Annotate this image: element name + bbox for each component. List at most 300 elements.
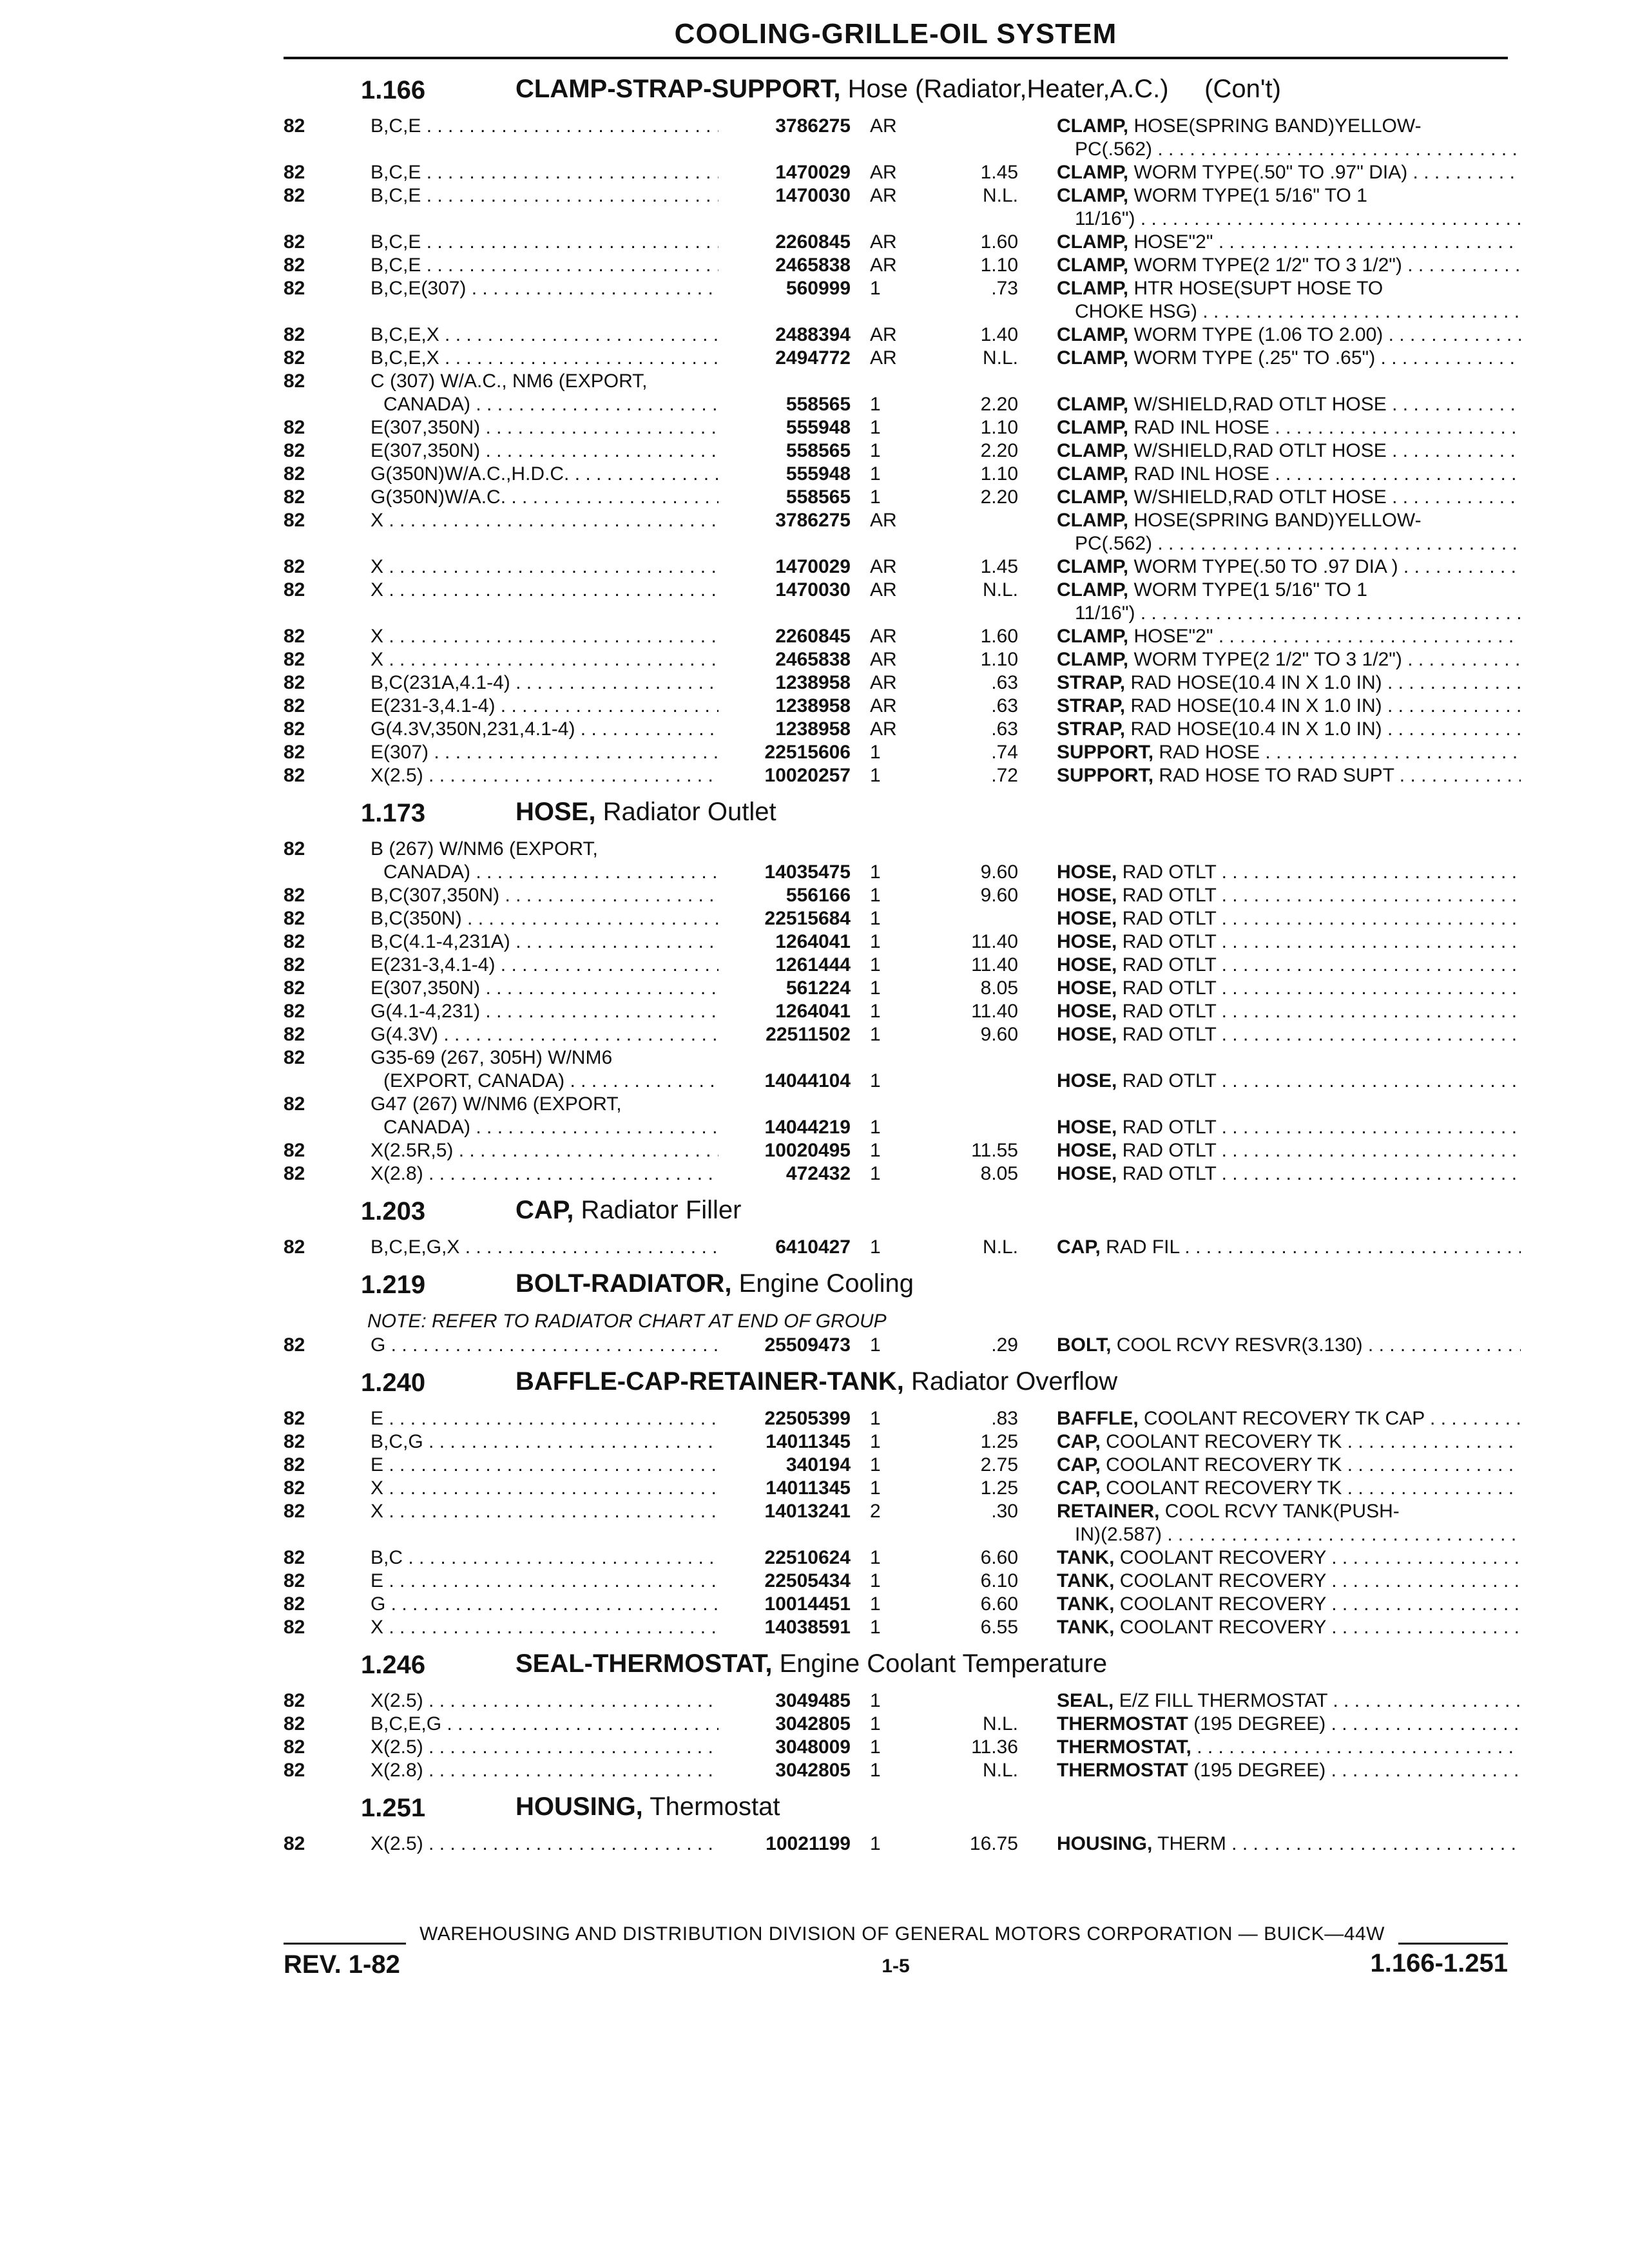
part-row: [0, 741, 1629, 764]
price: 1.60: [980, 231, 1018, 253]
description: [1057, 1500, 1521, 1546]
quantity: 1: [870, 1593, 881, 1615]
description-line: [1057, 718, 1521, 741]
page-header: [284, 18, 1508, 57]
application-line: X(2.8) . . .: [371, 1759, 718, 1782]
application: [371, 884, 718, 907]
model-year: 82: [284, 695, 305, 716]
part-number: 1470029: [775, 556, 851, 577]
part-number: 14035475: [764, 861, 851, 883]
section-title-bold: HOUSING,: [516, 1792, 643, 1821]
application: [371, 115, 718, 138]
price: .63: [991, 718, 1018, 740]
quantity: AR: [870, 185, 897, 206]
description-line: 11/16") . . .: [1057, 602, 1521, 625]
part-number: 1261444: [775, 954, 851, 975]
application: [371, 1713, 718, 1736]
application: [371, 977, 718, 1000]
model-year: 82: [284, 417, 305, 438]
part-number: 14013241: [764, 1501, 851, 1522]
parts-catalog: [0, 64, 1629, 1856]
model-year: 82: [284, 1833, 305, 1854]
application-line: X(2.8) . . .: [371, 1162, 718, 1186]
description: [1057, 764, 1521, 787]
quantity: AR: [870, 626, 897, 647]
section-number: 1.219: [361, 1271, 426, 1299]
price: 6.60: [980, 1593, 1018, 1615]
price: .63: [991, 672, 1018, 693]
part-row: [0, 1616, 1629, 1639]
model-year: 82: [284, 1001, 305, 1022]
application: [371, 1236, 718, 1259]
price: 1.45: [980, 162, 1018, 183]
part-row: [0, 254, 1629, 277]
application-line: E(307) . . .: [371, 741, 718, 764]
application-line: E(307,350N) . . .: [371, 416, 718, 439]
description-bold: CLAMP,: [1057, 162, 1129, 183]
part-row: [0, 1000, 1629, 1023]
description-text: WORM TYPE(.50 TO .97 DIA ): [1133, 556, 1398, 577]
description-line: [1057, 977, 1521, 1000]
description: [1057, 718, 1521, 741]
price: .83: [991, 1408, 1018, 1429]
quantity: 1: [870, 394, 881, 415]
part-number: 2465838: [775, 255, 851, 276]
model-year: 82: [284, 231, 305, 253]
quantity: 1: [870, 908, 881, 929]
part-number: 3042805: [775, 1760, 851, 1781]
model-year: 82: [284, 649, 305, 670]
part-row: [0, 838, 1629, 884]
description-text: WORM TYPE(.50" TO .97" DIA): [1133, 162, 1408, 183]
model-year: 82: [284, 1454, 305, 1475]
part-row: [0, 509, 1629, 555]
quantity: 1: [870, 765, 881, 786]
application: [371, 1500, 718, 1523]
quantity: 1: [870, 1477, 881, 1499]
description-line: [1057, 861, 1521, 884]
section-title: [516, 1792, 780, 1821]
description-text: COOLANT RECOVERY: [1119, 1547, 1326, 1568]
price: 1.45: [980, 556, 1018, 577]
description: [1057, 1139, 1521, 1162]
part-number: 3048009: [775, 1736, 851, 1758]
description: [1057, 254, 1521, 277]
description-bold: SEAL,: [1057, 1690, 1114, 1711]
description: [1057, 671, 1521, 695]
part-row: [0, 1689, 1629, 1713]
description-bold: SUPPORT,: [1057, 742, 1154, 763]
application: [371, 625, 718, 648]
price: 1.10: [980, 255, 1018, 276]
description-line: [1057, 907, 1521, 930]
application-line: E(307,350N) . . .: [371, 439, 718, 463]
part-row: [0, 347, 1629, 370]
part-number: 14044219: [764, 1117, 851, 1138]
description-bold: STRAP,: [1057, 695, 1126, 716]
description-bold: THERMOSTAT,: [1057, 1736, 1191, 1758]
model-year: 82: [284, 954, 305, 975]
description-text: RAD OTLT: [1122, 1117, 1217, 1138]
description-line: [1057, 1713, 1521, 1736]
part-row: [0, 1139, 1629, 1162]
section-title-rest: Radiator Outlet: [595, 798, 776, 826]
description-line: 11/16") . . .: [1057, 207, 1521, 231]
description-bold: HOSE,: [1057, 931, 1117, 952]
price: .30: [991, 1501, 1018, 1522]
model-year: 82: [284, 324, 305, 345]
application: [371, 1407, 718, 1430]
quantity: 1: [870, 1736, 881, 1758]
description-text: RAD OTLT: [1122, 931, 1217, 952]
part-number: 3042805: [775, 1713, 851, 1735]
description-text: RAD FIL: [1106, 1236, 1180, 1258]
part-row: [0, 1454, 1629, 1477]
model-year: 82: [284, 672, 305, 693]
model-year: 82: [284, 162, 305, 183]
application: [371, 1430, 718, 1454]
application-line: X . . .: [371, 625, 718, 648]
price: 9.60: [980, 1024, 1018, 1045]
price: 11.36: [971, 1736, 1018, 1758]
description-line: [1057, 463, 1521, 486]
part-number: 22505399: [764, 1408, 851, 1429]
description: [1057, 1570, 1521, 1593]
model-year: 82: [284, 1501, 305, 1522]
description-line: [1057, 1759, 1521, 1782]
description-text: HOSE"2": [1133, 626, 1213, 647]
application-line: E(307,350N) . . .: [371, 977, 718, 1000]
part-row: [0, 1713, 1629, 1736]
section-title-bold: HOSE,: [516, 798, 596, 826]
application: [371, 1593, 718, 1616]
application-line: G(350N)W/A.C. . . .: [371, 486, 718, 509]
description: [1057, 1736, 1521, 1759]
description-line: [1057, 486, 1521, 509]
part-row: [0, 764, 1629, 787]
model-year: 82: [284, 1477, 305, 1499]
model-year: 82: [284, 1547, 305, 1568]
part-row: [0, 1162, 1629, 1186]
description-line: [1057, 1570, 1521, 1593]
description-bold: CLAMP,: [1057, 394, 1129, 415]
description-text: RAD OTLT: [1122, 861, 1217, 883]
description-line: [1057, 954, 1521, 977]
quantity: AR: [870, 579, 897, 601]
description-text: COOL RCVY RESVR(3.130): [1116, 1334, 1363, 1356]
model-year: 82: [284, 1713, 305, 1735]
application: [371, 1162, 718, 1186]
application-line: B,C(350N) . . .: [371, 907, 718, 930]
description-bold: CLAMP,: [1057, 556, 1129, 577]
application-line: G . . .: [371, 1334, 718, 1357]
quantity: 1: [870, 742, 881, 763]
description-text: RAD OTLT: [1122, 908, 1217, 929]
description-bold: CLAMP,: [1057, 510, 1129, 531]
quantity: 1: [870, 931, 881, 952]
description-bold: CLAMP,: [1057, 486, 1129, 508]
application: [371, 1546, 718, 1570]
part-number: 3049485: [775, 1690, 851, 1711]
model-year: 82: [284, 931, 305, 952]
part-row: [0, 1500, 1629, 1546]
part-row: [0, 1477, 1629, 1500]
part-number: 2488394: [775, 324, 851, 345]
description-text: RAD OTLT: [1122, 977, 1217, 999]
application: [371, 463, 718, 486]
price: .73: [991, 278, 1018, 299]
footer-division: WAREHOUSING AND DISTRIBUTION DIVISION OF GENERAL MOTORS CORPORATION — BUICK—44W: [419, 1923, 1385, 1945]
quantity: AR: [870, 255, 897, 276]
application-line: X . . .: [371, 555, 718, 579]
description-text: WORM TYPE(1 5/16" TO 1: [1133, 579, 1367, 601]
application: [371, 277, 718, 300]
model-year: 82: [284, 1024, 305, 1045]
description: [1057, 930, 1521, 954]
description-bold: CLAMP,: [1057, 255, 1129, 276]
description-bold: BAFFLE,: [1057, 1408, 1139, 1429]
application-line: B,C,E . . .: [371, 254, 718, 277]
description-line: [1057, 671, 1521, 695]
description: [1057, 1454, 1521, 1477]
application: [371, 954, 718, 977]
description-line: IN)(2.587) . . .: [1057, 1523, 1521, 1546]
description-line: [1057, 509, 1521, 532]
application: [371, 741, 718, 764]
description-bold: HOSE,: [1057, 977, 1117, 999]
price: N.L.: [982, 185, 1018, 206]
part-number: 14044104: [764, 1070, 851, 1091]
title-rule: [284, 57, 1508, 59]
part-row: [0, 416, 1629, 439]
application-line: X(2.5) . . .: [371, 1736, 718, 1759]
description-text: WORM TYPE(2 1/2" TO 3 1/2"): [1133, 255, 1402, 276]
description-text: RAD HOSE: [1159, 742, 1260, 763]
quantity: 1: [870, 1001, 881, 1022]
description-line: [1057, 625, 1521, 648]
price: .74: [991, 742, 1018, 763]
section-title: [516, 1269, 914, 1298]
quantity: AR: [870, 162, 897, 183]
part-row: [0, 671, 1629, 695]
application-line: B,C(4.1-4,231A) . . .: [371, 930, 718, 954]
part-number: 2465838: [775, 649, 851, 670]
section-title-rest: Thermostat: [642, 1792, 780, 1821]
part-number: 22511502: [766, 1024, 851, 1045]
description-bold: CLAMP,: [1057, 115, 1129, 137]
part-number: 1470029: [775, 162, 851, 183]
price: .63: [991, 695, 1018, 716]
application: [371, 671, 718, 695]
part-row: [0, 1570, 1629, 1593]
description-line: [1057, 579, 1521, 602]
description: [1057, 1070, 1521, 1093]
price: 11.40: [971, 1001, 1018, 1022]
section-title-bold: CLAMP-STRAP-SUPPORT,: [516, 75, 841, 103]
description-bold: CAP,: [1057, 1454, 1101, 1475]
description-line: CHOKE HSG) . . .: [1057, 300, 1521, 323]
application-line: B,C,E . . .: [371, 184, 718, 207]
part-row: [0, 1430, 1629, 1454]
part-number: 560999: [786, 278, 851, 299]
application-line: X(2.5) . . .: [371, 1832, 718, 1856]
part-row: [0, 486, 1629, 509]
application: [371, 347, 718, 370]
part-row: [0, 718, 1629, 741]
application: [371, 1616, 718, 1639]
section-number: 1.246: [361, 1651, 426, 1679]
footer-revision: REV. 1-82: [284, 1950, 400, 1979]
description-text: W/SHIELD,RAD OTLT HOSE: [1133, 486, 1387, 508]
description-line: [1057, 254, 1521, 277]
application-line: E . . .: [371, 1570, 718, 1593]
application-line: G(4.3V) . . .: [371, 1023, 718, 1046]
quantity: AR: [870, 231, 897, 253]
part-number: 556166: [786, 885, 851, 906]
description-line: [1057, 1000, 1521, 1023]
quantity: AR: [870, 115, 897, 137]
quantity: 1: [870, 1547, 881, 1568]
quantity: 1: [870, 1570, 881, 1591]
description-text: RAD OTLT: [1122, 1001, 1217, 1022]
section-heading: [0, 1357, 1629, 1407]
price: 11.40: [971, 931, 1018, 952]
part-number: 3786275: [775, 115, 851, 137]
section-heading: [0, 64, 1629, 115]
price: 1.10: [980, 649, 1018, 670]
description-line: [1057, 1832, 1521, 1856]
description-text: RAD HOSE(10.4 IN X 1.0 IN): [1130, 672, 1382, 693]
application: [371, 1689, 718, 1713]
part-number: 555948: [786, 463, 851, 485]
model-year: 82: [284, 440, 305, 461]
description-bold: CLAMP,: [1057, 649, 1129, 670]
part-row: [0, 1407, 1629, 1430]
quantity: AR: [870, 672, 897, 693]
application: [371, 764, 718, 787]
part-number: 558565: [786, 394, 851, 415]
section-heading: [0, 1186, 1629, 1236]
description: [1057, 1689, 1521, 1713]
description-bold: CLAMP,: [1057, 417, 1129, 438]
description-text: COOLANT RECOVERY TK: [1106, 1477, 1342, 1499]
description-bold: HOSE,: [1057, 954, 1117, 975]
model-year: 82: [284, 1570, 305, 1591]
description-line: [1057, 1430, 1521, 1454]
description: [1057, 907, 1521, 930]
application-line: C (307) W/A.C., NM6 (EXPORT,: [371, 370, 648, 392]
description-line: [1057, 1407, 1521, 1430]
application-line: CANADA) . . .: [371, 1116, 718, 1139]
description-text: COOLANT RECOVERY: [1119, 1617, 1326, 1638]
price: 16.75: [969, 1833, 1018, 1854]
description-line: [1057, 1736, 1521, 1759]
quantity: 1: [870, 417, 881, 438]
model-year: 82: [284, 1760, 305, 1781]
section-title-rest: Hose (Radiator,Heater,A.C.) (Con't): [840, 75, 1281, 103]
description-bold: HOSE,: [1057, 1140, 1117, 1161]
application-line: E . . .: [371, 1407, 718, 1430]
description-line: [1057, 1500, 1521, 1523]
part-row: [0, 1046, 1629, 1093]
price: 1.10: [980, 463, 1018, 485]
section-title-rest: Engine Coolant Temperature: [772, 1649, 1108, 1678]
application-line: X(2.5) . . .: [371, 1689, 718, 1713]
application-line: B,C,E . . .: [371, 115, 718, 138]
quantity: 1: [870, 1690, 881, 1711]
part-row: [0, 1546, 1629, 1570]
section-title-rest: Radiator Filler: [574, 1196, 742, 1224]
section-title: [516, 1649, 1107, 1678]
application-line: G(4.1-4,231) . . .: [371, 1000, 718, 1023]
description-text: (195 DEGREE): [1193, 1713, 1326, 1735]
part-row: [0, 1593, 1629, 1616]
description: [1057, 1546, 1521, 1570]
quantity: 1: [870, 1454, 881, 1475]
part-row: [0, 907, 1629, 930]
quantity: AR: [870, 347, 897, 369]
model-year: 82: [284, 556, 305, 577]
description: [1057, 884, 1521, 907]
description-line: [1057, 115, 1521, 138]
description: [1057, 416, 1521, 439]
application: [371, 648, 718, 671]
part-number: 10014451: [764, 1593, 851, 1615]
part-row: [0, 1759, 1629, 1782]
part-number: 14011345: [766, 1431, 851, 1452]
part-row: [0, 930, 1629, 954]
part-row: [0, 1093, 1629, 1139]
description-text: RAD INL HOSE: [1133, 417, 1270, 438]
section-title: [516, 798, 776, 827]
description-text: COOLANT RECOVERY TK: [1106, 1454, 1342, 1475]
price: 2.20: [980, 394, 1018, 415]
description-bold: HOSE,: [1057, 1070, 1117, 1091]
application: [371, 509, 718, 532]
description: [1057, 184, 1521, 231]
section-number: 1.173: [361, 799, 426, 827]
application: [371, 1000, 718, 1023]
application-line: B,C,E . . .: [371, 161, 718, 184]
application-line: G47 (267) W/NM6 (EXPORT,: [371, 1093, 622, 1115]
description-text: HOSE"2": [1133, 231, 1213, 253]
part-number: 2494772: [775, 347, 851, 369]
price: 2.20: [980, 486, 1018, 508]
description-line: [1057, 1070, 1521, 1093]
description: [1057, 648, 1521, 671]
model-year: 82: [284, 1236, 305, 1258]
application-line: X(2.5) . . .: [371, 764, 718, 787]
part-number: 340194: [786, 1454, 851, 1475]
description-line: [1057, 1689, 1521, 1713]
model-year: 82: [284, 1334, 305, 1356]
part-number: 1238958: [775, 718, 851, 740]
part-number: 3786275: [775, 510, 851, 531]
application-line: B,C(231A,4.1-4) . . .: [371, 671, 718, 695]
quantity: 1: [870, 1117, 881, 1138]
model-year: 82: [284, 885, 305, 906]
part-row: [0, 1832, 1629, 1856]
application-line: E(231-3,4.1-4) . . .: [371, 695, 718, 718]
part-row: [0, 115, 1629, 161]
section-note-text: NOTE: REFER TO RADIATOR CHART AT END OF GROUP: [367, 1311, 887, 1332]
part-number: 14011345: [766, 1477, 851, 1499]
part-row: [0, 648, 1629, 671]
price: 1.60: [980, 626, 1018, 647]
description-bold: HOSE,: [1057, 1163, 1117, 1184]
description: [1057, 1430, 1521, 1454]
description-bold: TANK,: [1057, 1570, 1115, 1591]
